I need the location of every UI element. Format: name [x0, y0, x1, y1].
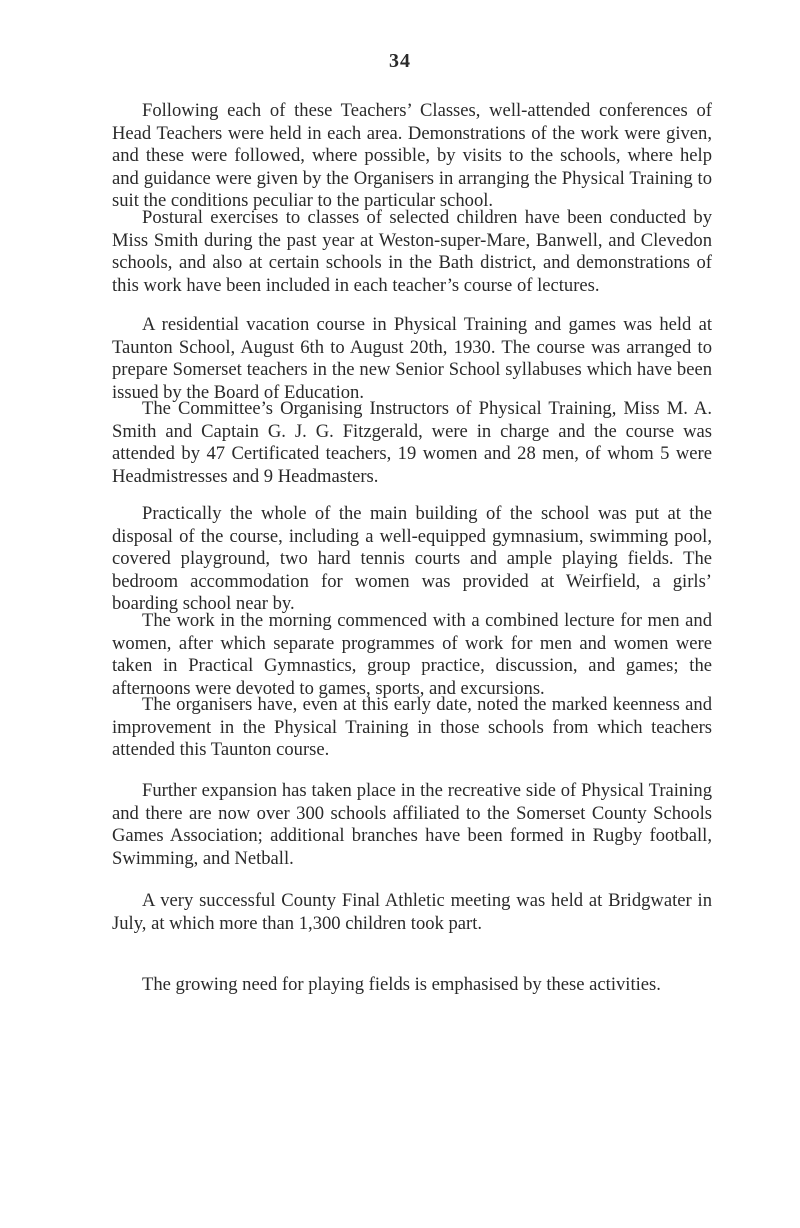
paragraph-athletic-meeting: A very successful County Final Athletic meeting was held at Bridgwater in July, at which more than 1,300 children took part.: [112, 890, 712, 934]
paragraph-postural-exercises: Postural exercises to classes of selected children have been conducted by Miss Smith during the past year at Weston-super-Mare, Banwell, and Clevedon schools, and also at certain schools in the Bath district, and demonstrations of this work have been included in each teacher’s course of lectures.: [112, 207, 712, 296]
paragraph-organisers-notes: The organisers have, even at this early date, noted the marked keenness and improvement in the Physical Training in those schools from which teachers attended this Taunton course.: [112, 694, 712, 761]
paragraph-playing-fields: The growing need for playing fields is emphasised by these activities.: [142, 974, 661, 995]
paragraph-vacation-course: A residential vacation course in Physical Training and games was held at Taunton School, August 6th to August 20th, 1930. The course was arranged to prepare Somerset teachers in the new Senior School syllabuses which have been issued by the Board of Education.: [112, 314, 712, 403]
paragraph-morning-work: The work in the morning commenced with a combined lecture for men and women, after which separate programmes of work for men and women were taken in Practical Gymnastics, group practice, discussion, and games; the afternoons were devoted to games, sports, and excursions.: [112, 610, 712, 699]
paragraph-organising-instructors: The Committee’s Organising Instructors of Physical Training, Miss M. A. Smith and Captain G. J. G. Fitzgerald, were in charge and the course was attended by 47 Certificated teachers, 19 women and 28 men, of whom 5 were Headmistresses and 9 Headmasters.: [112, 398, 712, 487]
page-number: 34: [389, 50, 411, 72]
paragraph-school-facilities: Practically the whole of the main building of the school was put at the disposal of the course, including a well-equipped gymnasium, swimming pool, covered playground, two hard tennis courts and ample playing fields. The bedroom accommodation for women was provided at Weirfield, a girls’ boarding school near by.: [112, 503, 712, 615]
paragraph-teachers-conferences: Following each of these Teachers’ Classes, well-attended conferences of Head Teachers were held in each area. Demonstrations of the work were given, and these were followed, where possible, by visits to the schools, where help and guidance were given by the Organisers in arranging the Physical Training to suit the conditions peculiar to the particular school.: [112, 100, 712, 212]
paragraph-games-association: Further expansion has taken place in the recreative side of Physical Training and there are now over 300 schools affiliated to the Somerset County Schools Games Association; additional branches have been formed in Rugby football, Swimming, and Netball.: [112, 780, 712, 869]
